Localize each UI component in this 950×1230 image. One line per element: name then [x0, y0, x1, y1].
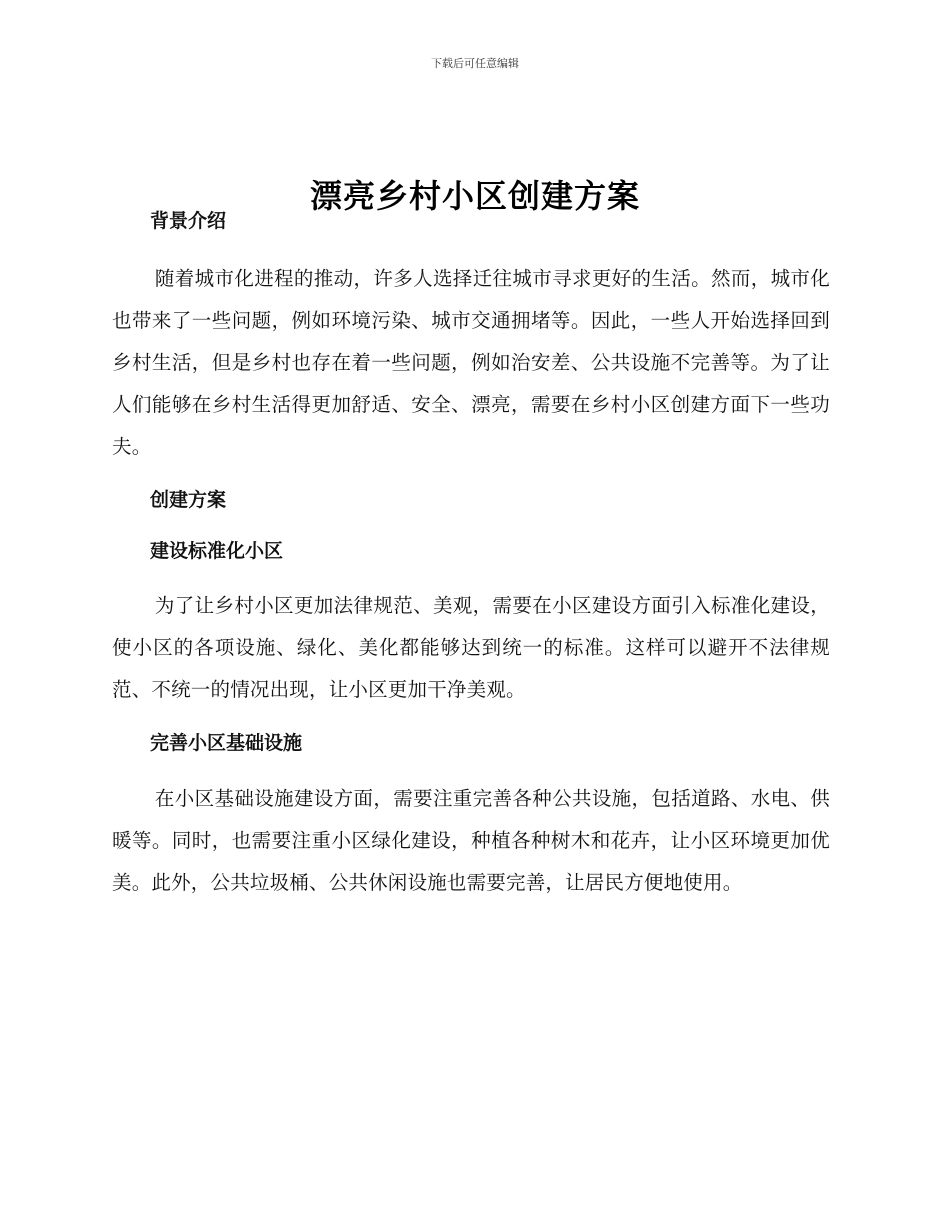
document-title: 漂亮乡村小区创建方案: [309, 177, 640, 216]
document-body: [112, 205, 830, 904]
standard-community-paragraph: 为了让乡村小区更加法律规范、美观，需要在小区建设方面引入标准化建设，使小区的各项设施、绿化、美化都能够达到统一的标准。这样可以避开不法律规范、不统一的情况出现，让小区更加干净美观。: [112, 594, 830, 701]
infrastructure-paragraph: 在小区基础设施建设方面，需要注重完善各种公共设施，包括道路、水电、供暖等。同时，也需要注重小区绿化建设，种植各种树木和花卉，让小区环境更加优美。此外，公共垃圾桶、公共休闲设施也需要完善，让居民方便地使用。: [112, 787, 830, 894]
standard-community-heading: 建设标准化小区: [150, 540, 284, 562]
infrastructure-heading: 完善小区基础设施: [150, 732, 303, 754]
background-paragraph: 随着城市化进程的推动，许多人选择迁往城市寻求更好的生活。然而，城市化也带来了一些问题，例如环境污染、城市交通拥堵等。因此，一些人开始选择回到乡村生活，但是乡村也存在着一些问题，例如治安差、公共设施不完善等。为了让人们能够在乡村生活得更加舒适、安全、漂亮，需要在乡村小区创建方面下一些功夫。: [112, 267, 830, 458]
plan-heading: 创建方案: [150, 489, 227, 511]
header-note: 下载后可任意编辑: [431, 57, 519, 70]
background-heading: 背景介绍: [150, 210, 227, 232]
